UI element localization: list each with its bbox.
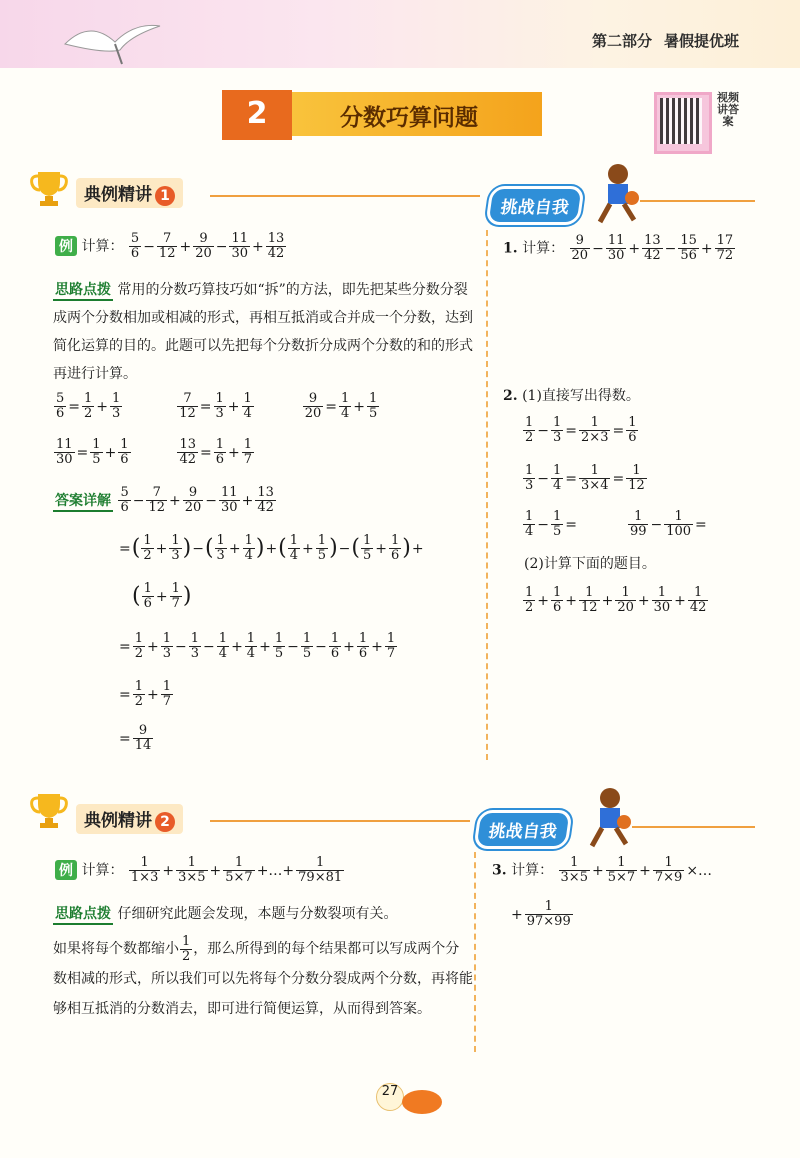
- section1-heading: [76, 178, 183, 208]
- q2-row-3: $\frac{1}{4}$ − $\frac{1}{5}$ = $\frac{1}{99}$ − $\frac{1}{100}$ =: [525, 509, 707, 539]
- example2-hint-a: [53, 900, 473, 928]
- question2-part2: (2)计算下面的题目。: [524, 556, 656, 572]
- question2-part1: (1)直接写出得数。: [522, 388, 640, 404]
- lesson-number: 2: [246, 96, 268, 131]
- submarine-icon: [402, 1090, 442, 1114]
- qr-code-icon[interactable]: [660, 98, 702, 144]
- answer-line-3: ( $\frac{1}{6}$ + $\frac{1}{7}$ ): [132, 581, 192, 611]
- answer-line-5: = $\frac{1}{2}$ + $\frac{1}{7}$: [119, 679, 172, 709]
- challenge1-rule: [640, 200, 755, 202]
- qr-caption: 视频讲答案: [717, 91, 739, 128]
- question2-number: 2.: [503, 388, 518, 404]
- challenge-badge-1: 挑战自我: [485, 186, 584, 225]
- runner-boy-icon: [590, 160, 640, 230]
- split-row-2: $\frac{11}{30}$ = $\frac{1}{5}$ + $\frac{1}{6}$ $\frac{13}{42}$ = $\frac{1}{6}$ + $\frac{1}{7}$: [56, 437, 253, 467]
- section1-rule: [210, 195, 480, 197]
- section1-number: 1: [155, 186, 175, 206]
- q2-row-1: $\frac{1}{2}$ − $\frac{1}{3}$ = $\frac{1}{2\times 3}$ = $\frac{1}{6}$: [525, 415, 637, 445]
- fraction: $\frac{5}{6}$: [130, 231, 140, 261]
- question1: 1. 计算： $\frac{9}{20}$ − $\frac{11}{30}$ + $\frac{13}{42}$ − $\frac{15}{56}$ + $\frac{17}{72}$: [503, 233, 734, 263]
- example1-prompt: 计算：: [81, 238, 124, 255]
- question3: 3. 计算： $\frac{1}{3\times 5}$ + $\frac{1}{5\times 7}$ + $\frac{1}{7\times 9}$ ×…: [492, 855, 713, 885]
- column-divider-1: [486, 230, 488, 760]
- question3-tail: + $\frac{1}{97\times 99}$: [511, 899, 571, 929]
- challenge2-rule: [632, 826, 755, 828]
- hint-label-1: 思路点拨: [53, 279, 113, 301]
- lesson-number-badge: [222, 90, 292, 140]
- hint-label-2: 思路点拨: [53, 903, 113, 925]
- section2-title: 典例精讲: [84, 811, 152, 831]
- page-number: 27: [376, 1083, 404, 1111]
- trophy-icon: [28, 168, 70, 208]
- example2-hint-text-a: 仔细研究此题会发现，本题与分数裂项有关。: [117, 906, 398, 922]
- challenge-badge-2: 挑战自我: [473, 810, 572, 849]
- example2-hint-text-b: 如果将每个数都缩小: [53, 941, 179, 957]
- example2-hint-text-c: ，那么所得到的每个结果都可以写成两个分数相减的形式，所以我们可以先将每个分数分裂成两个分数，再将能够相互抵消的分数消去，即可进行简便运算，从而得到答案。: [53, 941, 473, 1017]
- header-part: 第二部分: [592, 32, 653, 50]
- answer-line-4: = $\frac{1}{2}$ + $\frac{1}{3}$ − $\frac{1}{3}$ − $\frac{1}{4}$ + $\frac{1}{4}$ + $\frac{1}{5}$ − $\frac{1}{5}$ − $\frac{1}{6}$ + $\frac{1}{6}$ + $\frac{1}{7}$: [119, 631, 396, 661]
- answer-line-6: = $\frac{9}{14}$: [119, 723, 152, 753]
- example1-hint-text: 常用的分数巧算技巧如“拆”的方法，即先把某些分数分裂成两个分数相加或相减的形式，再相互抵消或合并成一个分数，达到简化运算的目的。此题可以先把每个分数折分成两个分数的和的形式再进行计算。: [53, 282, 473, 382]
- seagull-icon: [60, 14, 170, 74]
- question3-number: 3.: [492, 862, 507, 879]
- question2: [503, 382, 640, 410]
- question1-number: 1.: [503, 240, 518, 257]
- section2-number: 2: [155, 812, 175, 832]
- example1-line: 例 计算： $\frac{5}{6}$ − $\frac{7}{12}$ + $\frac{9}{20}$ − $\frac{11}{30}$ + $\frac{13}{42}$: [55, 232, 287, 261]
- answer-label: 答案详解: [53, 490, 113, 512]
- section2-rule: [210, 820, 470, 822]
- example1-hint: [53, 276, 473, 388]
- header-series: 暑假提优班: [664, 32, 740, 50]
- question1-prompt: 计算：: [522, 240, 565, 257]
- example2-line: 例 计算： $\frac{1}{1\times 3}$ + $\frac{1}{3\times 5}$ + $\frac{1}{5\times 7}$ +…+ $\frac{1}{79\times 81}$: [55, 856, 345, 885]
- trophy-icon: [28, 790, 70, 830]
- example1-label: 例: [55, 236, 77, 256]
- answer-line-2: =( $\frac{1}{2}$ + $\frac{1}{3}$ )−( $\frac{1}{3}$ + $\frac{1}{4}$ )+( $\frac{1}{4}$ + $\frac{1}{5}$ )−( $\frac{1}{5}$ + $\frac{1}{6}$ )+: [119, 533, 424, 563]
- section2-heading: [76, 804, 183, 834]
- answer-line-1: 答案详解 $\frac{5}{6}$ − $\frac{7}{12}$ + $\frac{9}{20}$ − $\frac{11}{30}$ + $\frac{13}{42}$: [55, 485, 274, 515]
- runner-boy-icon: [582, 784, 632, 854]
- q2-row-4: $\frac{1}{2}$ + $\frac{1}{6}$ + $\frac{1}{12}$ + $\frac{1}{20}$ + $\frac{1}{30}$ + $\frac{1}{42}$: [525, 585, 707, 615]
- split-row-1: $\frac{5}{6}$ = $\frac{1}{2}$ + $\frac{1}{3}$ $\frac{7}{12}$ = $\frac{1}{3}$ + $\frac{1}{4}$ $\frac{9}{20}$ = $\frac{1}{4}$ + $\frac{1}{5}$: [56, 391, 378, 421]
- header-title: [592, 30, 739, 51]
- example2-label: 例: [55, 860, 77, 880]
- q2-row-2: $\frac{1}{3}$ − $\frac{1}{4}$ = $\frac{1}{3\times 4}$ = $\frac{1}{12}$: [525, 463, 645, 493]
- question3-prompt: 计算：: [511, 862, 554, 879]
- column-divider-2: [474, 852, 476, 1052]
- example2-hint-b: 如果将每个数都缩小 $\frac{1}{2}$ ，那么所得到的每个结果都可以写成两个分数相减的形式，所以我们可以先将每个分数分裂成两个分数，再将能够相互抵消的分数消去，即可进行简便运算，从而得到答案。: [53, 933, 473, 1017]
- lesson-title: 分数巧算问题: [340, 105, 478, 131]
- section1-title: 典例精讲: [84, 185, 152, 205]
- example2-prompt: 计算：: [81, 862, 124, 879]
